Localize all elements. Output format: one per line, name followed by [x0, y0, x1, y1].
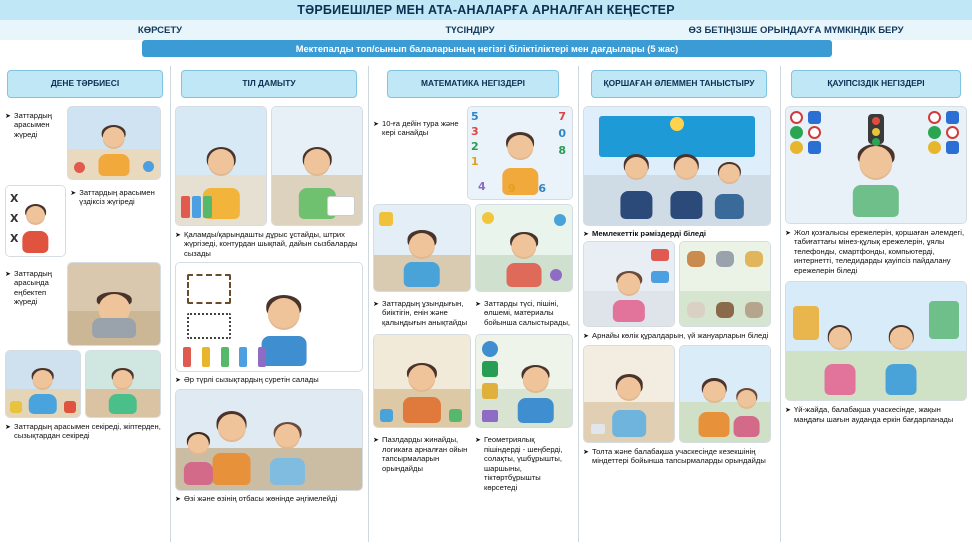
column-body-dene-tarbiesi	[0, 98, 170, 441]
photo-special-vehicles	[583, 241, 675, 327]
photo-playground-orientation	[785, 281, 967, 401]
photo-family-story	[175, 389, 363, 491]
column-body-til-damytu	[170, 98, 368, 503]
bullet-marker: ➤	[475, 299, 482, 308]
column-heading-label: ҚОРШАҒАН ӘЛЕММЕН ТАНЫСТЫРУ	[603, 78, 755, 89]
subtitle-explain: ТҮСІНДІРУ	[445, 24, 495, 36]
list-item-label: Геометриялық пішіндерді - шеңберді, солақты, үшбұрышты, шаршыны, тіктөртбұрышты көрсетеді	[484, 435, 563, 492]
list-item-label: Заттардың арасында еңбектеп жүреді	[14, 269, 52, 307]
photo-geometric-shapes	[475, 334, 573, 428]
column-heading-dene-tarbiesi	[7, 70, 163, 98]
list-item-label: Толта және балабақша учаскесінде кезекшінің міндеттері бойынша тапсырмаларды орындайды	[592, 446, 766, 466]
bullet-marker: ➤	[175, 230, 182, 239]
photo-drawing-lines	[175, 262, 363, 372]
photo-holding-pencil	[175, 106, 267, 226]
bullet-marker: ➤	[5, 269, 12, 278]
list-item-label: 10-ға дейін тура және кері санайды	[382, 119, 459, 138]
list-item	[175, 494, 363, 503]
column-heading-label: ДЕНЕ ТӘРБИЕСІ	[50, 78, 120, 89]
list-item	[5, 269, 67, 307]
bullet-marker: ➤	[175, 375, 182, 385]
column-korshagan-alem	[578, 62, 780, 546]
bullet-marker: ➤	[785, 228, 792, 237]
list-item-label: Үй-жайда, балабақша учаскесінде, жақын маңдағы шағын ауданда еркін бағдарланады	[794, 405, 954, 424]
list-item-label: Заттардың арасымен үздіксіз жүгіреді	[79, 188, 155, 207]
photo-comparing-shapes-colors	[475, 204, 573, 292]
column-body-qauipsizdik	[780, 98, 972, 424]
bullet-marker: ➤	[175, 493, 182, 503]
list-item-label: Мемлекеттік рәміздерді біледі	[592, 229, 707, 238]
column-body-korshagan-alem	[578, 98, 780, 466]
column-dene-tarbiesi	[0, 62, 170, 546]
column-heading-label: МАТЕМАТИКА НЕГІЗДЕРІ	[421, 78, 525, 89]
photo-row-measuring	[373, 204, 573, 292]
subtitle-row	[0, 20, 972, 40]
columns-container	[0, 62, 972, 546]
column-heading-til-damytu	[181, 70, 357, 98]
list-item	[785, 228, 967, 275]
poster-title-bar	[0, 0, 972, 20]
photo-counting-to-ten	[467, 106, 573, 200]
photo-puzzle-games	[373, 334, 471, 428]
photo-safety-signs	[785, 106, 967, 224]
bullet-marker: ➤	[373, 119, 380, 128]
photo-jumping-over-blocks	[5, 350, 81, 418]
bullet-marker: ➤	[583, 446, 590, 456]
photo-duty-outdoors	[679, 345, 771, 443]
bullet-marker: ➤	[70, 188, 77, 197]
bullet-marker: ➤	[785, 405, 792, 415]
list-item-label: Қаламды/қарындашты дұрыс ұстайды, штрих жүргізеді, контурдан шықпай, дайын сызбаларды сызады	[184, 230, 358, 258]
age-banner-label: Мектепалды топ/сынып балаларының негізгі біліктіліктері мен дағдылары (5 жас)	[295, 43, 679, 54]
column-heading-korshagan-alem	[591, 70, 767, 98]
photo-domestic-animals	[679, 241, 771, 327]
list-item-label: Арнайы көлік құралдарын, үй жануарларын біледі	[592, 331, 769, 341]
bullet-marker: ➤	[583, 331, 590, 341]
column-heading-qauipsizdik	[791, 70, 961, 98]
photo-drawing-contours	[271, 106, 363, 226]
list-item-label: Заттарды түсі, пішіні, өлшемі, материалы бойынша салыстырады,	[484, 299, 571, 327]
bullet-marker: ➤	[373, 435, 380, 445]
list-item	[583, 447, 775, 466]
photo-state-symbols	[583, 106, 771, 226]
column-heading-matematika	[387, 70, 559, 98]
column-qauipsizdik	[780, 62, 972, 546]
photo-jumping-over-ropes	[85, 350, 161, 418]
photo-row-jumping	[5, 350, 165, 418]
list-item	[583, 229, 775, 238]
bullet-marker: ➤	[475, 435, 482, 445]
list-item	[475, 299, 571, 327]
page-title: ТӘРБИЕШІЛЕР МЕН АТА-АНАЛАРҒА АРНАЛҒАН КЕҢЕСТЕР	[297, 3, 675, 17]
bullet-marker: ➤	[5, 111, 12, 120]
bullet-marker: ➤	[5, 422, 12, 431]
number-decor-group: 5 3 2 1 7 0 8 4 9 6	[471, 110, 566, 195]
list-item	[785, 405, 967, 424]
photo-running-x-marks: X X X	[5, 185, 66, 257]
list-item	[373, 435, 469, 473]
list-item-label: Өзі және өзінің отбасы жөнінде әңгімелейді	[184, 493, 338, 503]
list-item	[475, 435, 571, 492]
age-banner	[142, 40, 832, 57]
photo-measuring-objects	[373, 204, 471, 292]
list-item-label: Заттардың арасымен жүреді	[14, 111, 52, 139]
photo-walking-between-objects	[67, 106, 161, 180]
list-item	[175, 230, 363, 258]
list-item	[373, 299, 469, 327]
list-item-label: Заттардың арасымен секіреді, жіптерден, сызықтардан секіреді	[14, 422, 161, 441]
bullet-marker: ➤	[373, 299, 380, 308]
column-heading-label: ҚАУІПСІЗДІК НЕГІЗДЕРІ	[827, 78, 925, 89]
subtitle-show: КӨРСЕТУ	[137, 24, 183, 36]
list-item	[70, 188, 165, 207]
list-item	[373, 119, 467, 138]
list-item-label: Әр түрлі сызықтардың суретін салады	[184, 375, 319, 385]
photo-duty-indoors	[583, 345, 675, 443]
list-item	[5, 111, 67, 139]
photo-row-puzzles-shapes	[373, 334, 573, 428]
photo-crawling-between-objects	[67, 262, 161, 346]
list-item	[5, 422, 165, 441]
list-item-label: Жол қозғалысы ережелерін, қоршаған әлемдегі, табиғаттағы мінез-құлық ережелерін, ұялы телефонды, смартфонды, компьютерді, интернетті, теледидарды қауіпсіз пайдалану ережелерін біледі	[794, 228, 965, 275]
column-body-matematika	[368, 98, 578, 495]
list-item	[583, 331, 775, 340]
list-item	[175, 375, 363, 384]
list-item-label: Заттардың ұзындығын, биіктігін, енін және қалыңдығын анықтайды	[382, 299, 468, 327]
column-til-damytu	[170, 62, 368, 546]
column-heading-label: ТІЛ ДАМЫТУ	[242, 78, 296, 89]
list-item-label: Пазлдарды жинайды, логикаға арналған ойын тапсырмаларын орындайды	[382, 435, 468, 473]
kazakhstan-flag-icon	[599, 116, 755, 156]
subtitle-independent: ӨЗ БЕТІҢІЗШЕ ОРЫНДАУҒА МҮМКІНДІК БЕРУ	[688, 24, 904, 36]
bullet-marker: ➤	[583, 229, 590, 238]
column-matematika	[368, 62, 578, 546]
